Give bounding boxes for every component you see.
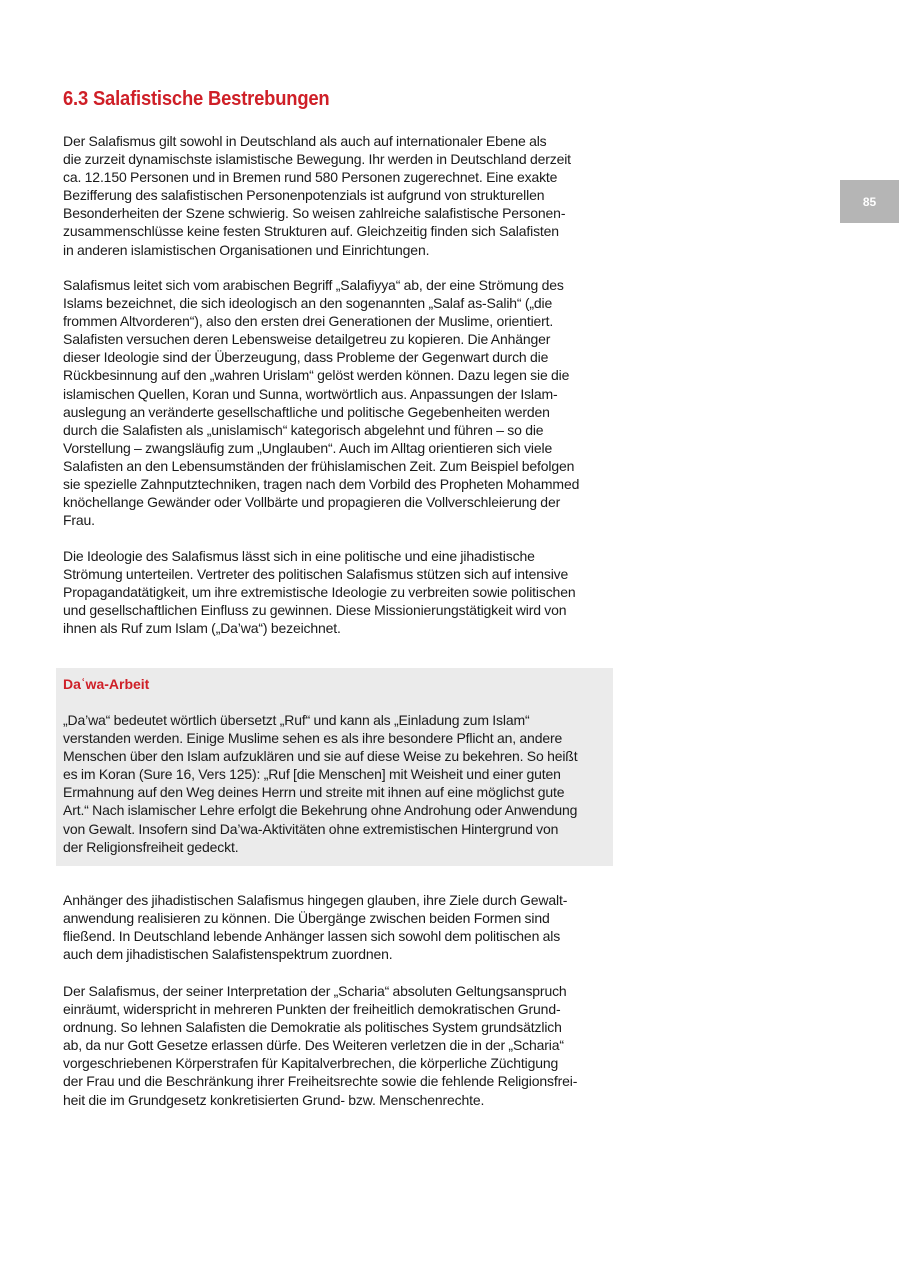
text-line: sie spezielle Zahnputztechniken, tragen nach dem Vorbild des Propheten Mohammed [63, 476, 580, 493]
text-line: Anhänger des jihadistischen Salafismus hingegen glauben, ihre Ziele durch Gewalt- [63, 892, 568, 908]
text-line: vorgeschriebenen Körperstrafen für Kapitalverbrechen, die körperliche Züchtigung [63, 1055, 559, 1072]
text-line: „Da’wa“ bedeutet wörtlich übersetzt „Ruf“ und kann als „Einladung zum Islam“ [63, 712, 530, 728]
page-number-tab [840, 180, 899, 223]
text-line: verstanden werden. Einige Muslime sehen es als ihre besondere Pflicht an, andere [63, 730, 563, 747]
text-line: die zurzeit dynamischste islamistische Bewegung. Ihr werden in Deutschland derzeit [63, 151, 571, 168]
text-line: Der Salafismus gilt sowohl in Deutschland als auch auf internationaler Ebene als [63, 133, 547, 149]
paragraph-definition [63, 276, 623, 529]
text-line: islamischen Quellen, Koran und Sunna, wortwörtlich aus. Anpassungen der Islam- [63, 385, 558, 402]
text-line: Ermahnung auf den Weg deines Herrn und streite mit ihnen auf eine möglichst gute [63, 784, 565, 801]
text-line: Frau. [63, 512, 95, 529]
text-line: der Religionsfreiheit gedeckt. [63, 838, 239, 855]
text-line: Salafisten versuchen deren Lebensweise detailgetreu zu kopieren. Die Anhänger [63, 331, 551, 348]
text-line: Strömung unterteilen. Vertreter des politischen Salafismus stützen sich auf intensive [63, 566, 569, 583]
text-line: knöchellange Gewänder oder Vollbärte und propagieren die Vollverschleierung der [63, 494, 561, 511]
text-line: Besonderheiten der Szene schwierig. So weisen zahlreiche salafistische Personen- [63, 205, 566, 222]
text-line: ihnen als Ruf zum Islam („Da’wa“) bezeichnet. [63, 620, 341, 637]
text-line: Rückbesinnung auf den „wahren Urislam“ gelöst werden können. Dazu legen sie die [63, 367, 570, 384]
text-line: Die Ideologie des Salafismus lässt sich in eine politische und eine jihadistische [63, 548, 535, 564]
text-line: es im Koran (Sure 16, Vers 125): „Ruf [die Menschen] mit Weisheit und einer guten [63, 766, 561, 783]
infobox-title: Daʿwa-Arbeit [63, 676, 150, 692]
paragraph-constitution [63, 982, 623, 1109]
text-line: zusammenschlüsse keine festen Strukturen auf. Gleichzeitig finden sich Salafisten [63, 223, 559, 240]
text-line: ab, da nur Gott Gesetze erlassen dürfe. Des Weiteren verletzen die in der „Scharia“ [63, 1037, 564, 1054]
text-line: auslegung an veränderte gesellschaftliche und politische Gegebenheiten werden [63, 403, 550, 420]
text-line: ca. 12.150 Personen und in Bremen rund 580 Personen zugerechnet. Eine exakte [63, 169, 558, 186]
text-line: Vorstellung – zwangsläufig zum „Unglauben“. Auch im Alltag orientieren sich viele [63, 439, 553, 456]
page-number: 85 [862, 194, 877, 209]
text-line: einräumt, widerspricht in mehreren Punkten der freiheitlich demokratischen Grund- [63, 1001, 561, 1018]
text-line: Propagandatätigkeit, um ihre extremistische Ideologie zu verbreiten sowie politischen [63, 584, 576, 601]
text-line: heit die im Grundgesetz konkretisierten Grund- bzw. Menschenrechte. [63, 1091, 485, 1108]
paragraph-jihadist [63, 891, 623, 963]
text-line: Menschen über den Islam aufzuklären und sie auf diese Weise zu bekehren. So heißt [63, 748, 578, 765]
text-line: Art.“ Nach islamischer Lehre erfolgt die Bekehrung ohne Androhung oder Anwendung [63, 802, 578, 819]
text-line: Bezifferung des salafistischen Personenpotenzials ist aufgrund von strukturellen [63, 187, 545, 204]
page-title: 6.3 Salafistische Bestrebungen [63, 88, 330, 110]
text-line: Islams bezeichnet, die sich ideologisch an den sogenannten „Salaf as-Salih“ („die [63, 295, 553, 312]
text-line: durch die Salafisten als „unislamisch“ kategorisch abgelehnt und führen – so die [63, 421, 544, 438]
text-line: frommen Altvorderen“), also den ersten drei Generationen der Muslime, orientiert. [63, 313, 554, 330]
paragraph-currents [63, 547, 623, 637]
text-line: in anderen islamistischen Organisationen und Einrichtungen. [63, 241, 430, 258]
text-line: und gesellschaftlichen Einfluss zu gewinnen. Diese Missionierungstätigkeit wird von [63, 602, 567, 619]
text-line: ordnung. So lehnen Salafisten die Demokratie als politisches System grundsätzlich [63, 1019, 562, 1036]
text-line: Salafismus leitet sich vom arabischen Begriff „Salafiyya“ ab, der eine Strömung des [63, 277, 564, 293]
text-line: auch dem jihadistischen Salafistenspektrum zuordnen. [63, 946, 393, 963]
text-line: fließend. In Deutschland lebende Anhänger lassen sich sowohl dem politischen als [63, 928, 561, 945]
text-line: Der Salafismus, der seiner Interpretation der „Scharia“ absoluten Geltungsanspruch [63, 983, 567, 999]
text-line: dieser Ideologie sind der Überzeugung, dass Probleme der Gegenwart durch die [63, 349, 549, 366]
text-line: der Frau und die Beschränkung ihrer Freiheitsrechte sowie die fehlende Religionsfrei- [63, 1073, 578, 1090]
infobox-text [63, 711, 623, 856]
paragraph-intro [63, 132, 623, 259]
text-line: Salafisten an den Lebensumständen der frühislamischen Zeit. Zum Beispiel befolgen [63, 457, 575, 474]
text-line: anwendung realisieren zu können. Die Übergänge zwischen beiden Formen sind [63, 910, 550, 927]
text-line: von Gewalt. Insofern sind Da’wa-Aktivitäten ohne extremistischen Hintergrund von [63, 820, 559, 837]
